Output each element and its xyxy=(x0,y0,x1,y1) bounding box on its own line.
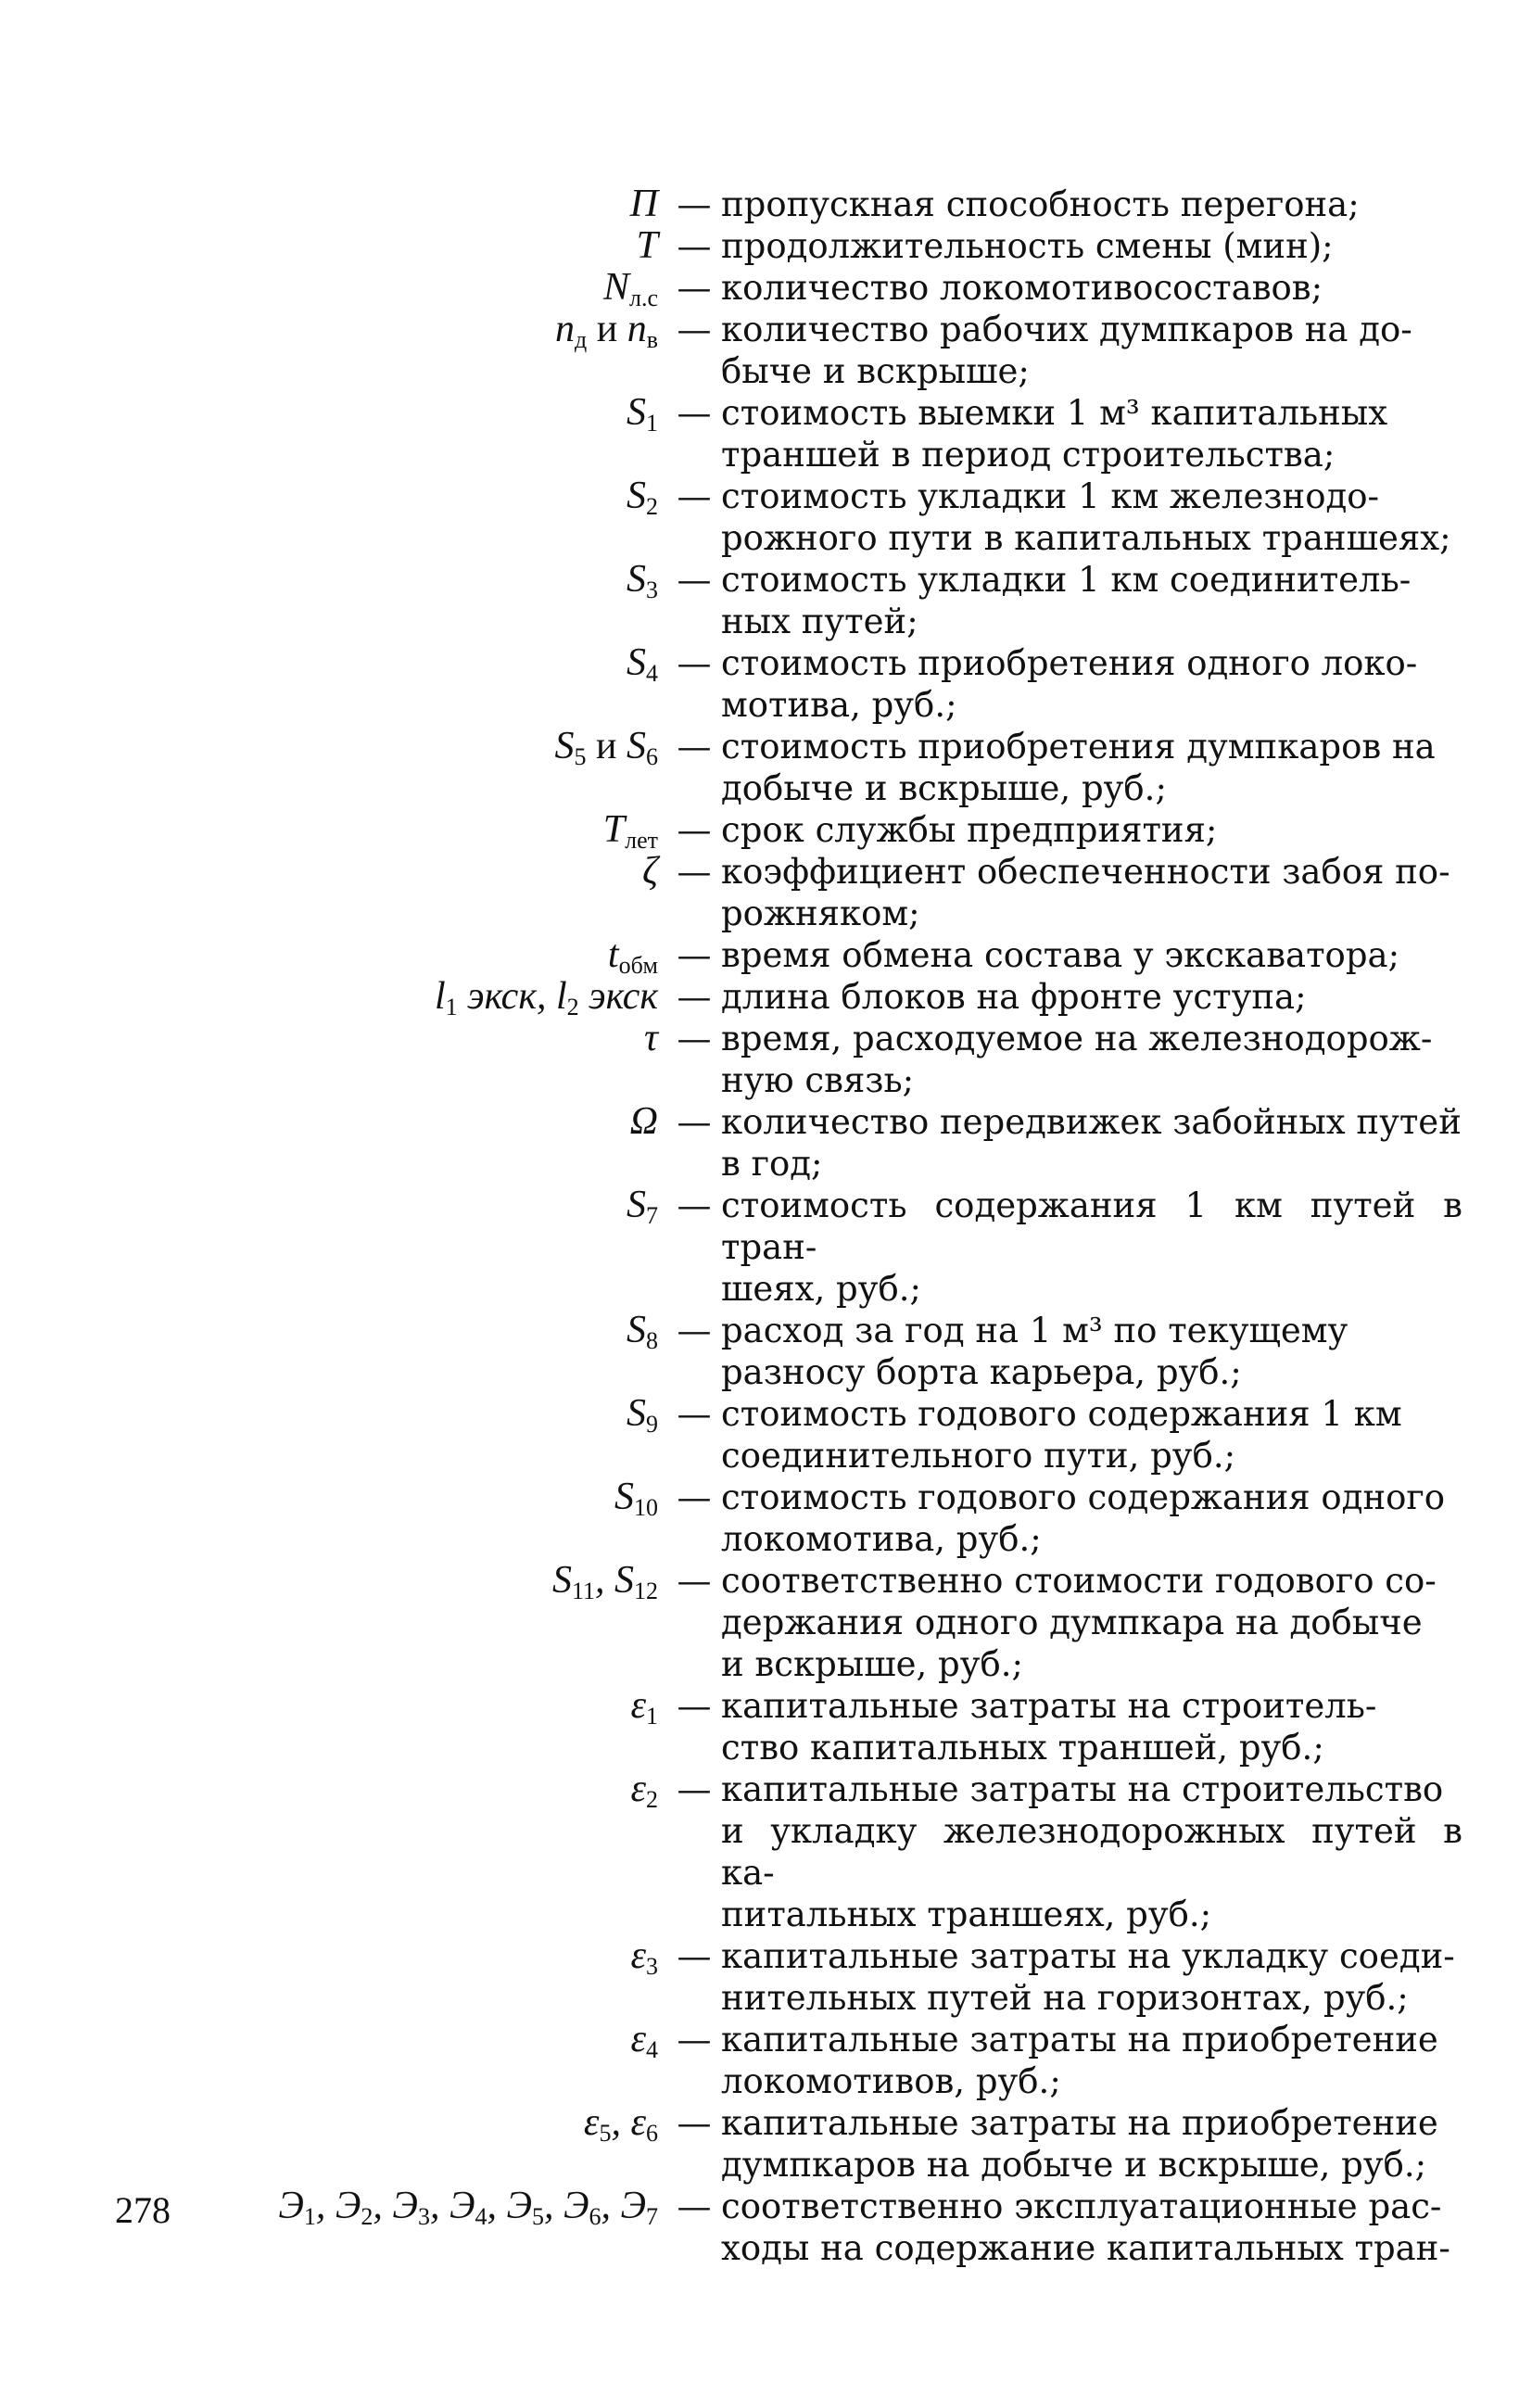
definition-text xyxy=(721,809,1462,851)
definition-symbol: $S_3$ xyxy=(627,558,658,603)
definition-text xyxy=(721,2019,1462,2102)
definition-text xyxy=(721,726,1462,809)
definition-symbol: П xyxy=(629,183,658,225)
definition-text xyxy=(721,559,1462,642)
definition-dash: — xyxy=(677,560,712,600)
definition-text xyxy=(721,225,1462,267)
definition-line: соответственно стоимости годового со- xyxy=(721,1561,1437,1601)
definition-text xyxy=(721,1018,1462,1101)
definition-line: мотива, руб.; xyxy=(721,685,957,725)
definition-line: пропускная способность перегона; xyxy=(721,184,1360,224)
definition-row xyxy=(74,725,1436,809)
definition-line: траншей в период строительства; xyxy=(721,435,1336,475)
definition-symbol: $S_8$ xyxy=(627,1309,658,1354)
definition-row xyxy=(74,976,1409,1018)
definition-line: коэффициент обеспеченности забоя по- xyxy=(721,852,1450,892)
definition-row xyxy=(74,475,1451,559)
definition-line: капитальные затраты на приобретение xyxy=(721,2020,1438,2059)
definition-text xyxy=(721,2186,1462,2269)
definition-line: шеях, руб.; xyxy=(721,1269,921,1309)
definition-dash: — xyxy=(677,310,712,349)
definition-line: капитальные затраты на строительство xyxy=(721,1769,1444,1809)
definition-row xyxy=(74,641,1418,726)
definition-line: нительных путей на горизонтах, руб.; xyxy=(721,1978,1409,2018)
definition-line: количество локомотивосоставов; xyxy=(721,268,1323,308)
definition-text xyxy=(721,1768,1462,1935)
definition-line: в год; xyxy=(721,1144,823,1184)
definition-dash: — xyxy=(677,2186,712,2226)
page-number: 278 xyxy=(115,2189,171,2231)
definition-dash: — xyxy=(677,977,712,1017)
definition-line: стоимость укладки 1 км соединитель- xyxy=(721,560,1412,600)
definition-symbol: $\varepsilon_1$ xyxy=(630,1684,658,1730)
definition-symbol: Т xyxy=(636,224,658,267)
definition-dash: — xyxy=(677,393,712,433)
definition-row xyxy=(74,1476,1446,1560)
definition-line: питальных траншеях, руб.; xyxy=(721,1895,1212,1934)
definition-row xyxy=(74,1100,1462,1185)
definition-row xyxy=(74,225,1409,267)
definition-dash: — xyxy=(677,184,712,224)
definition-dash: — xyxy=(677,852,712,892)
definition-line: стоимость выемки 1 м³ капитальных xyxy=(721,393,1388,433)
definition-text xyxy=(721,976,1462,1018)
definition-symbol: $S_2$ xyxy=(627,475,658,520)
definition-dash: — xyxy=(677,1019,712,1058)
definition-line: стоимость годового содержания 1 км xyxy=(721,1394,1402,1434)
definition-row xyxy=(74,392,1409,475)
definition-line: количество передвижек забойных путей xyxy=(721,1102,1462,1142)
definition-line: ную связь; xyxy=(721,1060,915,1100)
definition-dash: — xyxy=(677,1477,712,1517)
definition-row xyxy=(74,1559,1437,1685)
definition-line: держания одного думпкара на добыче xyxy=(721,1603,1423,1642)
definition-symbol: $N_{л.с}$ xyxy=(602,266,658,311)
definition-text xyxy=(721,1393,1462,1476)
definition-line: капитальные затраты на приобретение xyxy=(721,2103,1438,2143)
definition-line: ходы на содержание капитальных тран- xyxy=(721,2228,1450,2268)
definition-line: капитальные затраты на строитель- xyxy=(721,1686,1377,1726)
definition-line: быче и вскрыше; xyxy=(721,351,1030,391)
definition-dash: — xyxy=(677,1102,712,1142)
definition-line: стоимость содержания 1 км путей в тран- xyxy=(721,1185,1462,1267)
definition-line: разносу борта карьера, руб.; xyxy=(721,1352,1242,1392)
definition-symbol: $S_4$ xyxy=(627,641,658,687)
definition-symbol: $S_1$ xyxy=(627,391,658,437)
definition-line: добыче и вскрыше, руб.; xyxy=(721,768,1167,808)
definition-dash: — xyxy=(677,1936,712,1976)
definition-dash: — xyxy=(677,226,712,266)
definition-dash: — xyxy=(677,1311,712,1350)
definition-symbol: $S_5$ и $S_6$ xyxy=(554,725,658,770)
definition-row xyxy=(74,1393,1409,1476)
definition-dash: — xyxy=(677,643,712,683)
definition-line: срок службы предприятия; xyxy=(721,810,1218,850)
definition-symbol: ζ xyxy=(641,850,658,893)
definition-text xyxy=(721,1935,1462,2019)
definition-line: стоимость годового содержания одного xyxy=(721,1477,1446,1517)
definition-dash: — xyxy=(677,1686,712,1726)
definition-line: стоимость приобретения одного локо- xyxy=(721,643,1418,683)
definition-row xyxy=(74,808,1409,854)
definition-line: ство капитальных траншей, руб.; xyxy=(721,1728,1324,1768)
definition-row xyxy=(74,558,1412,642)
definition-symbol: $\varepsilon_2$ xyxy=(630,1768,658,1813)
definition-symbol: $n_д$ и $n_в$ xyxy=(555,308,658,353)
definition-row xyxy=(74,184,1409,225)
definition-line: капитальные затраты на укладку соеди- xyxy=(721,1936,1455,1976)
definition-text xyxy=(721,1310,1462,1393)
definition-symbol: $\varepsilon_5$, $\varepsilon_6$ xyxy=(583,2101,658,2147)
definition-dash: — xyxy=(677,2103,712,2143)
definition-symbol: τ xyxy=(643,1017,658,1059)
definition-text xyxy=(721,934,1462,976)
definition-symbol: $t_{обм}$ xyxy=(607,933,658,979)
definition-line: время, расходуемое на железнодорож- xyxy=(721,1019,1433,1058)
definition-dash: — xyxy=(677,1769,712,1809)
definition-row xyxy=(74,1934,1455,2019)
definition-symbol: $\varepsilon_3$ xyxy=(630,1934,658,1980)
definition-text xyxy=(721,1101,1462,1185)
definition-line: и вскрыше, руб.; xyxy=(721,1644,1024,1684)
definition-dash: — xyxy=(677,1561,712,1601)
definition-row xyxy=(74,308,1412,392)
definition-symbol: $S_9$ xyxy=(627,1392,658,1438)
symbol-definitions-list xyxy=(74,183,1462,2269)
definition-text xyxy=(721,1185,1462,1310)
definition-text xyxy=(721,392,1462,475)
definition-line: рожного пути в капитальных траншеях; xyxy=(721,518,1451,558)
definition-symbol: Ω xyxy=(629,1100,658,1143)
definition-dash: — xyxy=(677,268,712,308)
definition-line: локомотивов, руб.; xyxy=(721,2061,1061,2101)
definition-line: думпкаров на добыче и вскрыше, руб.; xyxy=(721,2145,1427,2185)
definition-text xyxy=(721,309,1462,392)
definition-line: стоимость приобретения думпкаров на xyxy=(721,727,1436,767)
definition-line: продолжительность смены (мин); xyxy=(721,226,1334,266)
definition-line: количество рабочих думпкаров на до- xyxy=(721,310,1412,349)
definition-row xyxy=(74,1685,1409,1768)
definition-line: длина блоков на фронте уступа; xyxy=(721,977,1307,1017)
definition-text xyxy=(721,1685,1462,1768)
definition-text xyxy=(721,1476,1462,1560)
definition-dash: — xyxy=(677,935,712,975)
definition-dash: — xyxy=(677,810,712,850)
definition-line: ных путей; xyxy=(721,602,918,641)
definition-row xyxy=(74,2101,1438,2186)
definition-row xyxy=(74,1768,1462,1935)
definition-line: и укладку железнодорожных путей в ка- xyxy=(721,1811,1462,1893)
definition-text xyxy=(721,642,1462,726)
definition-row xyxy=(74,1184,1462,1310)
definition-line: стоимость укладки 1 км железнодо- xyxy=(721,476,1380,516)
definition-text xyxy=(721,2102,1462,2186)
definition-text xyxy=(721,475,1462,559)
definition-symbol: $l_1$ экск, $l_2$ экск xyxy=(434,975,658,1020)
definition-line: соединительного пути, руб.; xyxy=(721,1436,1236,1476)
definition-text xyxy=(721,851,1462,934)
definition-row xyxy=(74,1017,1433,1101)
definition-symbol: $\varepsilon_4$ xyxy=(630,2018,658,2063)
definition-row xyxy=(74,933,1409,979)
definition-dash: — xyxy=(677,727,712,767)
definition-text xyxy=(721,184,1462,225)
definition-symbol: $S_7$ xyxy=(627,1184,658,1229)
definition-line: расход за год на 1 м³ по текущему xyxy=(721,1311,1348,1350)
definition-symbol: $Э_1$, $Э_2$, $Э_3$, $Э_4$, $Э_5$, $Э_6$, $Э_7$ xyxy=(278,2185,658,2230)
definition-line: локомотива, руб.; xyxy=(721,1519,1042,1559)
definition-dash: — xyxy=(677,476,712,516)
definition-symbol: $S_{11}$, $S_{12}$ xyxy=(551,1559,658,1604)
definition-line: рожняком; xyxy=(721,893,920,933)
definition-row xyxy=(74,2018,1438,2102)
definition-row xyxy=(74,850,1450,934)
definition-line: время обмена состава у экскаватора; xyxy=(721,935,1400,975)
definition-text xyxy=(721,1560,1462,1685)
definition-text xyxy=(721,267,1462,309)
definition-dash: — xyxy=(677,1185,712,1225)
definition-dash: — xyxy=(677,1394,712,1434)
definition-symbol: $S_{10}$ xyxy=(614,1476,658,1521)
definition-row xyxy=(74,2185,1450,2269)
definition-row xyxy=(74,267,1409,309)
definition-symbol: $T_{лет}$ xyxy=(602,808,658,854)
definition-row xyxy=(74,1310,1409,1393)
definition-dash: — xyxy=(677,2020,712,2059)
definition-line: соответственно эксплуатационные рас- xyxy=(721,2186,1442,2226)
